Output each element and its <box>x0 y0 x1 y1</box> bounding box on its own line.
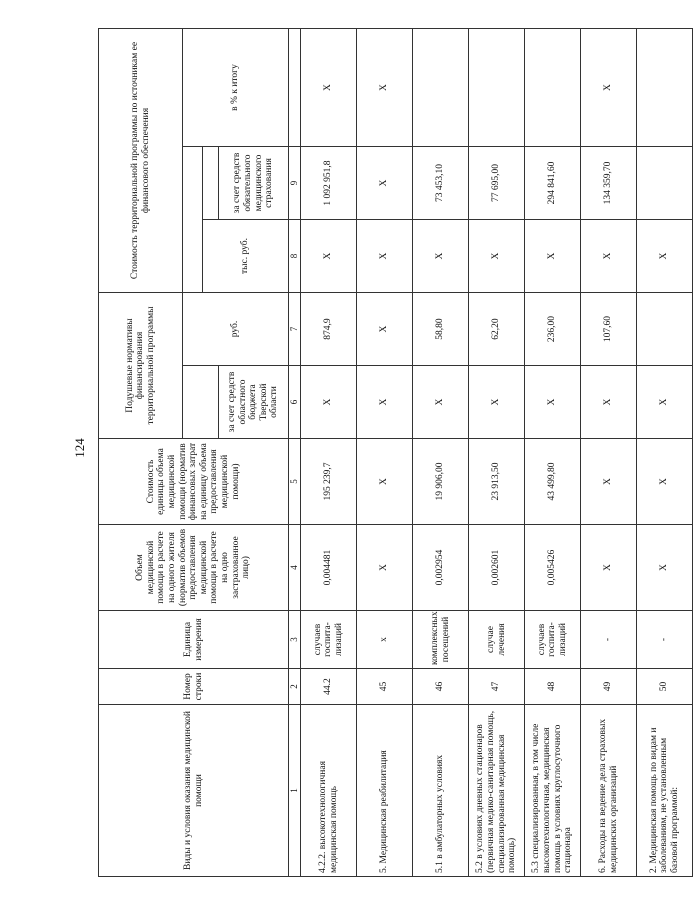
row-ct-budget: Х <box>581 220 637 293</box>
header-per-capita-blank <box>183 366 219 439</box>
row-no: 50 <box>637 669 693 705</box>
row-volume: Х <box>357 525 413 611</box>
row-cost: 19 906,00 <box>413 439 469 525</box>
row-cost: Х <box>357 439 413 525</box>
col-number-extra <box>289 29 301 147</box>
row-pct <box>469 29 525 147</box>
page-number: 124 <box>72 438 87 458</box>
table-row <box>637 29 693 877</box>
row-cost: 195 239,7 <box>301 439 357 525</box>
row-name: 5. Медицинская реабилитация <box>357 705 413 877</box>
row-name: 5.1 в амбулаторных условиях <box>413 705 469 877</box>
row-no: 45 <box>357 669 413 705</box>
row-unit: случае лечения <box>469 611 525 669</box>
row-pc-budget: Х <box>469 366 525 439</box>
row-pc-budget: Х <box>357 366 413 439</box>
header-unit: Единица измерения <box>99 611 289 669</box>
table-row <box>525 29 581 877</box>
header-types: Виды и условия оказания медицинской помощи <box>99 705 289 877</box>
col-number-8: 8 <box>289 220 301 293</box>
row-pc-oms: Х <box>357 293 413 366</box>
row-name: 5.2 в условиях дневных стационаров (первичная медико-санитарная помощь, специализированная медицинская помощь) <box>469 705 525 877</box>
row-no: 47 <box>469 669 525 705</box>
col-number-3: 3 <box>289 611 301 669</box>
header-per-capita: Подушевые нормативы финансирования территориальной программы <box>99 293 183 439</box>
row-ct-oms: Х <box>357 147 413 220</box>
row-cost: Х <box>637 439 693 525</box>
header-volume: Объем медицинской помощи в расчете на одного жителя (норматив объемов предоставления медицинской помощи в расчете на одно застрахованное лицо) <box>99 525 289 611</box>
cost-table <box>98 28 693 877</box>
table-row <box>581 29 637 877</box>
row-ct-oms <box>637 147 693 220</box>
col-number-9: 9 <box>289 147 301 220</box>
row-pc-budget: Х <box>525 366 581 439</box>
col-number-7: 7 <box>289 293 301 366</box>
col-number-1: 1 <box>289 705 301 877</box>
header-cost-total: Стоимость территориальной программы по источникам ее финансового обеспечения <box>99 29 183 293</box>
row-cost: 43 499,80 <box>525 439 581 525</box>
row-ct-oms: 73 453,10 <box>413 147 469 220</box>
row-no: 44.2 <box>301 669 357 705</box>
row-pct: Х <box>301 29 357 147</box>
row-volume: 0,002601 <box>469 525 525 611</box>
row-pc-oms: 58,80 <box>413 293 469 366</box>
row-ct-budget: Х <box>301 220 357 293</box>
header-row-no: Номер строки <box>99 669 289 705</box>
row-pct <box>525 29 581 147</box>
col-number-2: 2 <box>289 669 301 705</box>
header-ct-src-oms: за счет средств обязательного медицинского страхования <box>219 147 289 220</box>
table-row <box>357 29 413 877</box>
row-pc-budget: Х <box>413 366 469 439</box>
row-unit: х <box>357 611 413 669</box>
row-ct-budget: Х <box>413 220 469 293</box>
row-ct-oms: 134 359,70 <box>581 147 637 220</box>
row-pc-oms: 107,60 <box>581 293 637 366</box>
table-row <box>301 29 357 877</box>
row-volume: Х <box>581 525 637 611</box>
row-ct-budget: Х <box>525 220 581 293</box>
row-no: 49 <box>581 669 637 705</box>
row-pct <box>413 29 469 147</box>
row-pct: Х <box>581 29 637 147</box>
row-cost: 23 913,50 <box>469 439 525 525</box>
row-pc-oms: 62,20 <box>469 293 525 366</box>
col-number-4: 4 <box>289 525 301 611</box>
row-pc-budget: Х <box>301 366 357 439</box>
row-name: 6. Расходы на ведение дела страховых медицинских организаций <box>581 705 637 877</box>
row-unit: случаев госпита-лизаций <box>301 611 357 669</box>
header-thous-rub-pad <box>203 147 219 220</box>
row-unit: - <box>581 611 637 669</box>
row-unit: случаев госпита-лизаций <box>525 611 581 669</box>
row-ct-budget: Х <box>469 220 525 293</box>
header-pct-total: в % к итогу <box>183 29 289 147</box>
row-pc-oms: 236,00 <box>525 293 581 366</box>
row-name: 4.2.2. высокотехнологичная медицинская помощь <box>301 705 357 877</box>
row-ct-budget: Х <box>357 220 413 293</box>
row-ct-oms: 1 092 951,8 <box>301 147 357 220</box>
table-row <box>413 29 469 877</box>
row-name: 2. Медицинская помощь по видам и заболеваниям, не установленным базовой программой: <box>637 705 693 877</box>
header-thous-rub-blank <box>183 147 203 293</box>
row-pct: Х <box>357 29 413 147</box>
row-pct <box>637 29 693 147</box>
row-ct-oms: 77 695,00 <box>469 147 525 220</box>
row-unit: комплексных посещений <box>413 611 469 669</box>
row-volume: Х <box>637 525 693 611</box>
row-pc-oms: 874,9 <box>301 293 357 366</box>
row-pc-oms <box>637 293 693 366</box>
header-cost-unit: Стоимость единицы объема медицинской помощи (норматив финансовых затрат на единицу объема предоставления медицинской помощи) <box>99 439 289 525</box>
row-pc-budget: Х <box>637 366 693 439</box>
col-number-5: 5 <box>289 439 301 525</box>
col-number-6: 6 <box>289 366 301 439</box>
row-volume: 0,002954 <box>413 525 469 611</box>
row-pc-budget: Х <box>581 366 637 439</box>
header-thous-rub: тыс. руб. <box>203 220 289 293</box>
table-wrap <box>98 29 680 877</box>
row-name: 5.3 специализированная, в том числе высокотехнологичная, медицинская помощь в условиях круглосуточного стационара <box>525 705 581 877</box>
row-volume: 0,005426 <box>525 525 581 611</box>
row-volume: 0,004481 <box>301 525 357 611</box>
header-pc-src-budget: за счет средств областного бюджета Тверской области <box>219 366 289 439</box>
row-ct-oms: 294 841,60 <box>525 147 581 220</box>
row-no: 46 <box>413 669 469 705</box>
row-no: 48 <box>525 669 581 705</box>
header-rub: руб. <box>183 293 289 366</box>
row-ct-budget: Х <box>637 220 693 293</box>
table-row <box>469 29 525 877</box>
row-cost: Х <box>581 439 637 525</box>
row-unit: - <box>637 611 693 669</box>
